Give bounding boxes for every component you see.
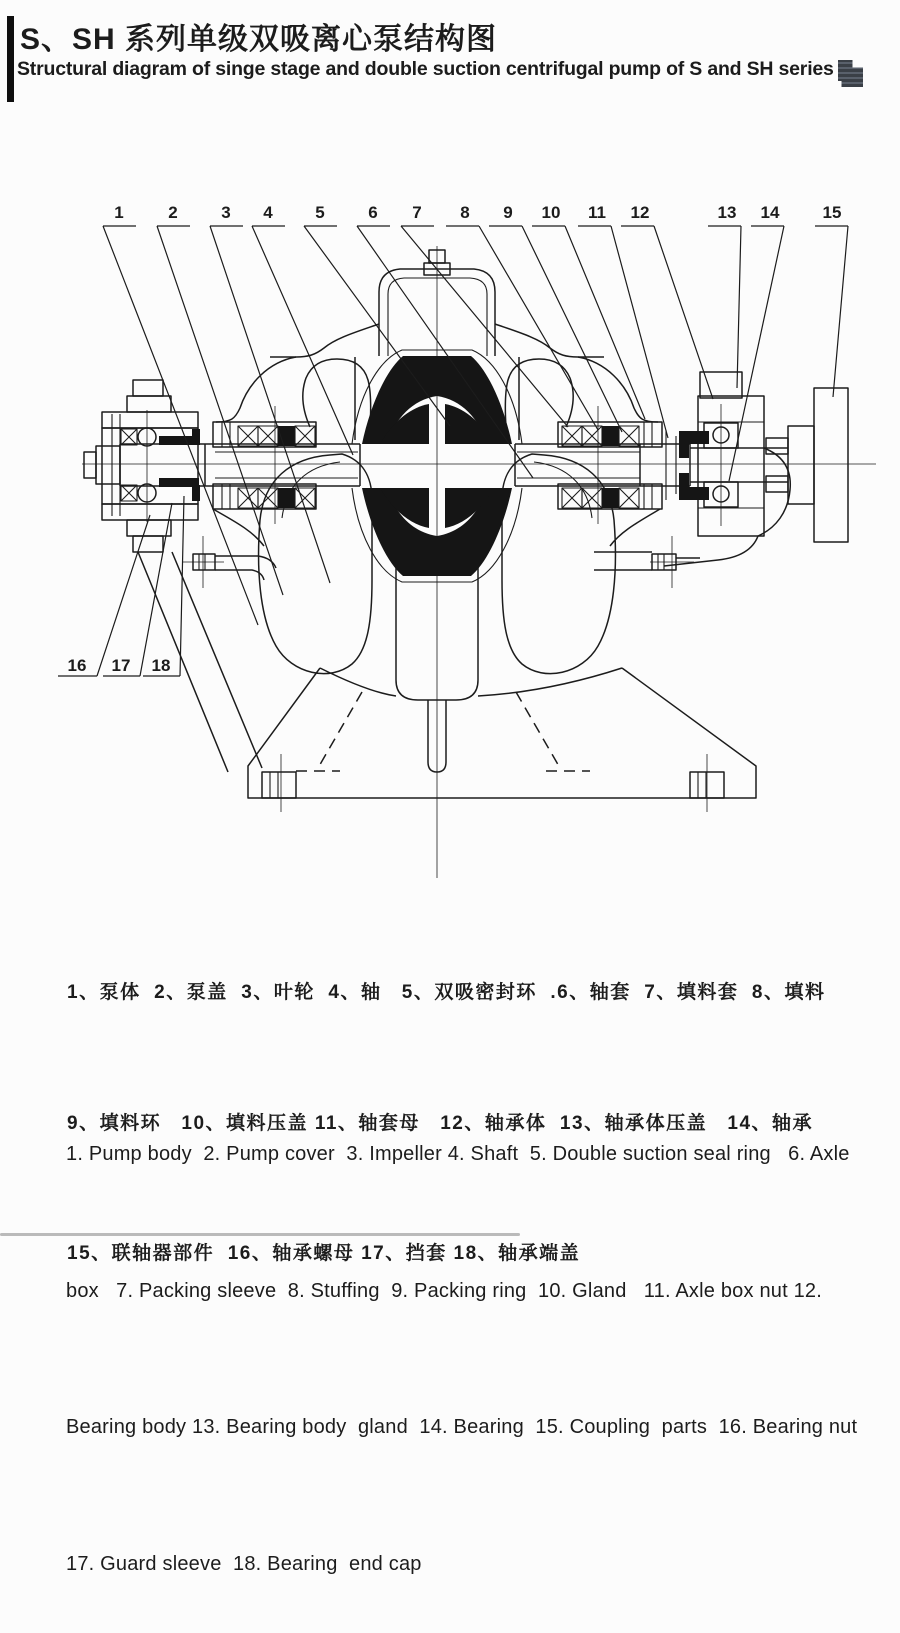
callout-label-7: 7 — [412, 203, 422, 222]
callout-label-8: 8 — [460, 203, 470, 222]
parts-zh-line-1: 1、泵体 2、泵盖 3、叶轮 4、轴 5、双吸密封环 .6、轴套 7、填料套 8、填料 — [67, 982, 826, 1003]
bearing-body-gland — [700, 372, 742, 398]
coupling-parts — [788, 388, 848, 542]
parts-en-line-1: 1. Pump body 2. Pump cover 3. Impeller 4. Shaft 5. Double suction seal ring 6. Axle — [66, 1143, 850, 1165]
scan-edge-artifact — [0, 1233, 520, 1236]
parts-list-english — [66, 1041, 876, 1633]
pump-cross-section-diagram — [0, 180, 900, 890]
callout-leaders — [58, 226, 848, 676]
right-bearing-assembly — [594, 372, 790, 570]
callout-label-14: 14 — [760, 203, 780, 222]
parts-en-line-2: box 7. Packing sleeve 8. Stuffing 9. Packing ring 10. Gland 11. Axle box nut 12. — [66, 1279, 823, 1302]
callout-label-1: 1 — [114, 203, 124, 222]
callout-label-2: 2 — [168, 203, 178, 222]
page-subtitle: Structural diagram of singe stage and double suction centrifugal pump of S and SH series — [17, 58, 834, 80]
callout-label-4: 4 — [263, 203, 273, 222]
parts-en-line-4: 17. Guard sleeve 18. Bearing end cap — [66, 1552, 422, 1575]
right-seals-black — [679, 431, 709, 500]
base-hidden-lines — [296, 692, 590, 771]
callout-label-5: 5 — [315, 203, 325, 222]
callout-label-6: 6 — [368, 203, 378, 222]
callout-label-9: 9 — [503, 203, 513, 222]
parts-zh-line-2: 9、填料环 10、填料压盖 11、轴套母 12、轴承体 13、轴承体压盖 14、轴承 — [67, 1112, 814, 1134]
callout-label-16: 16 — [67, 656, 87, 675]
callout-label-15: 15 — [822, 203, 842, 222]
page-title: S、SH 系列单级双吸离心泵结构图 — [20, 23, 498, 56]
callout-label-11: 11 — [588, 203, 606, 222]
callout-label-13: 13 — [717, 203, 737, 222]
callout-label-18: 18 — [151, 656, 171, 675]
stuffing-box-right — [558, 422, 662, 509]
ink-stamp-icon — [838, 60, 863, 87]
parts-en-line-3: Bearing body 13. Bearing body gland 14. Bearing 15. Coupling parts 16. Bearing nut — [66, 1416, 858, 1438]
left-bearing-assembly — [102, 380, 276, 772]
callout-label-3: 3 — [221, 203, 231, 222]
parts-zh-line-3: 15、联轴器部件 16、轴承螺母 17、挡套 18、轴承端盖 — [67, 1243, 581, 1264]
title-accent-bar — [7, 16, 14, 102]
pump-base — [248, 668, 756, 798]
callout-label-12: 12 — [630, 203, 650, 222]
callout-label-10: 10 — [541, 203, 561, 222]
callout-label-17: 17 — [111, 656, 131, 675]
bearing-seals-black — [159, 429, 200, 501]
